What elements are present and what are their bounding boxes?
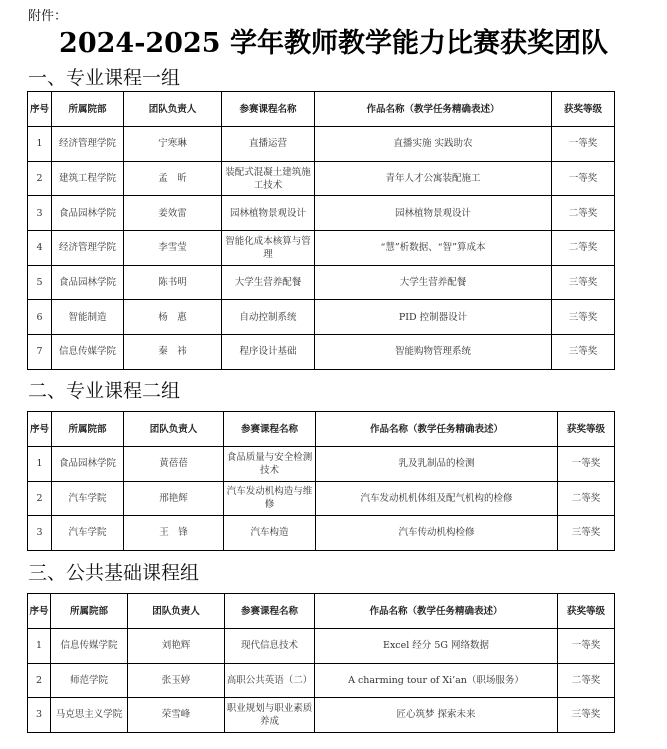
cell-seq: 1 (28, 127, 52, 162)
col-header-award: 获奖等级 (558, 412, 615, 447)
table-row (28, 127, 615, 162)
section-heading-1: 一、专业课程一组 (28, 67, 181, 89)
cell-course: 高职公共英语（二） (225, 663, 315, 698)
cell-seq: 3 (28, 698, 51, 733)
col-header-leader: 团队负责人 (124, 92, 222, 127)
col-header-dept: 所属院部 (51, 594, 128, 629)
col-header-course: 参赛课程名称 (222, 92, 315, 127)
table-header-row (28, 92, 615, 127)
cell-award: 二等奖 (552, 231, 615, 266)
cell-leader: 杨 惠 (124, 300, 222, 335)
cell-dept: 信息传媒学院 (51, 629, 128, 664)
award-table-2 (27, 411, 615, 551)
cell-seq: 4 (28, 231, 52, 266)
cell-leader: 孟 昕 (124, 161, 222, 196)
cell-award: 二等奖 (558, 663, 615, 698)
table-row (28, 516, 615, 551)
cell-course: 职业规划与职业素质养成 (225, 698, 315, 733)
cell-seq: 1 (28, 629, 51, 664)
cell-course: 直播运营 (222, 127, 315, 162)
col-header-dept: 所属院部 (52, 92, 124, 127)
cell-leader: 王 锋 (124, 516, 224, 551)
cell-course: 汽车构造 (224, 516, 316, 551)
table-row (28, 196, 615, 231)
table-row (28, 300, 615, 335)
award-table-1 (27, 91, 615, 370)
cell-dept: 食品园林学院 (52, 447, 124, 482)
cell-award: 二等奖 (552, 196, 615, 231)
table-row (28, 698, 615, 733)
cell-dept: 马克思主义学院 (51, 698, 128, 733)
cell-work: 园林植物景观设计 (315, 196, 552, 231)
cell-course: 装配式混凝土建筑施工技术 (222, 161, 315, 196)
cell-seq: 1 (28, 447, 52, 482)
cell-seq: 3 (28, 516, 52, 551)
col-header-seq: 序号 (28, 594, 51, 629)
section-heading-2: 二、专业课程二组 (28, 380, 181, 402)
cell-dept: 食品园林学院 (52, 196, 124, 231)
col-header-award: 获奖等级 (552, 92, 615, 127)
cell-course: 智能化成本核算与管理 (222, 231, 315, 266)
table-row (28, 335, 615, 370)
cell-seq: 5 (28, 265, 52, 300)
table-row (28, 265, 615, 300)
table-row (28, 161, 615, 196)
cell-work: 匠心筑梦 探索未来 (315, 698, 558, 733)
cell-course: 自动控制系统 (222, 300, 315, 335)
award-table-3 (27, 593, 615, 733)
table-row (28, 663, 615, 698)
cell-award: 三等奖 (552, 300, 615, 335)
col-header-leader: 团队负责人 (124, 412, 224, 447)
cell-course: 程序设计基础 (222, 335, 315, 370)
col-header-seq: 序号 (28, 412, 52, 447)
cell-course: 食品质量与安全检测技术 (224, 447, 316, 482)
cell-dept: 信息传媒学院 (52, 335, 124, 370)
cell-course: 现代信息技术 (225, 629, 315, 664)
cell-leader: 黄蓓蓓 (124, 447, 224, 482)
cell-dept: 经济管理学院 (52, 231, 124, 266)
cell-award: 一等奖 (552, 127, 615, 162)
cell-leader: 秦 祎 (124, 335, 222, 370)
cell-work: PID 控制器设计 (315, 300, 552, 335)
cell-work: 汽车传动机构检修 (316, 516, 558, 551)
cell-leader: 荣雪峰 (128, 698, 225, 733)
cell-seq: 3 (28, 196, 52, 231)
cell-leader: 邢艳辉 (124, 481, 224, 516)
cell-seq: 2 (28, 663, 51, 698)
cell-leader: 刘艳辉 (128, 629, 225, 664)
col-header-leader: 团队负责人 (128, 594, 225, 629)
table-row (28, 481, 615, 516)
cell-course: 大学生营养配餐 (222, 265, 315, 300)
cell-award: 一等奖 (558, 629, 615, 664)
attachment-label: 附件： (28, 9, 68, 24)
cell-award: 三等奖 (558, 698, 615, 733)
cell-dept: 智能制造 (52, 300, 124, 335)
table-row (28, 231, 615, 266)
cell-seq: 7 (28, 335, 52, 370)
table-header-row (28, 594, 615, 629)
cell-work: “慧”析数据、“智”算成本 (315, 231, 552, 266)
cell-work: 大学生营养配餐 (315, 265, 552, 300)
cell-award: 三等奖 (552, 335, 615, 370)
col-header-work: 作品名称（教学任务精确表述） (315, 92, 552, 127)
cell-work: 青年人才公寓装配施工 (315, 161, 552, 196)
cell-dept: 汽车学院 (52, 481, 124, 516)
cell-seq: 2 (28, 161, 52, 196)
cell-award: 三等奖 (552, 265, 615, 300)
cell-dept: 食品园林学院 (52, 265, 124, 300)
cell-course: 汽车发动机构造与维修 (224, 481, 316, 516)
cell-dept: 建筑工程学院 (52, 161, 124, 196)
cell-work: 直播实施 实践助农 (315, 127, 552, 162)
col-header-dept: 所属院部 (52, 412, 124, 447)
cell-leader: 陈书明 (124, 265, 222, 300)
col-header-course: 参赛课程名称 (225, 594, 315, 629)
cell-award: 三等奖 (558, 516, 615, 551)
cell-work: 智能购物管理系统 (315, 335, 552, 370)
cell-leader: 宁寒琳 (124, 127, 222, 162)
cell-leader: 姜效雷 (124, 196, 222, 231)
section-heading-3: 三、公共基础课程组 (28, 562, 200, 584)
table-header-row (28, 412, 615, 447)
page-title: 2024-2025 学年教师教学能力比赛获奖团队 (59, 28, 608, 59)
cell-seq: 2 (28, 481, 52, 516)
cell-award: 一等奖 (558, 447, 615, 482)
cell-seq: 6 (28, 300, 52, 335)
cell-work: Excel 经分 5G 网络数据 (315, 629, 558, 664)
col-header-work: 作品名称（教学任务精确表述） (316, 412, 558, 447)
col-header-seq: 序号 (28, 92, 52, 127)
cell-leader: 张玉婷 (128, 663, 225, 698)
table-row (28, 447, 615, 482)
cell-award: 二等奖 (558, 481, 615, 516)
cell-work: A charming tour of Xi’an（职场服务） (315, 663, 558, 698)
cell-leader: 李雪莹 (124, 231, 222, 266)
col-header-course: 参赛课程名称 (224, 412, 316, 447)
cell-dept: 师范学院 (51, 663, 128, 698)
cell-work: 乳及乳制品的检测 (316, 447, 558, 482)
cell-course: 园林植物景观设计 (222, 196, 315, 231)
col-header-award: 获奖等级 (558, 594, 615, 629)
cell-dept: 汽车学院 (52, 516, 124, 551)
cell-work: 汽车发动机机体组及配气机构的检修 (316, 481, 558, 516)
cell-dept: 经济管理学院 (52, 127, 124, 162)
col-header-work: 作品名称（教学任务精确表述） (315, 594, 558, 629)
table-row (28, 629, 615, 664)
cell-award: 一等奖 (552, 161, 615, 196)
